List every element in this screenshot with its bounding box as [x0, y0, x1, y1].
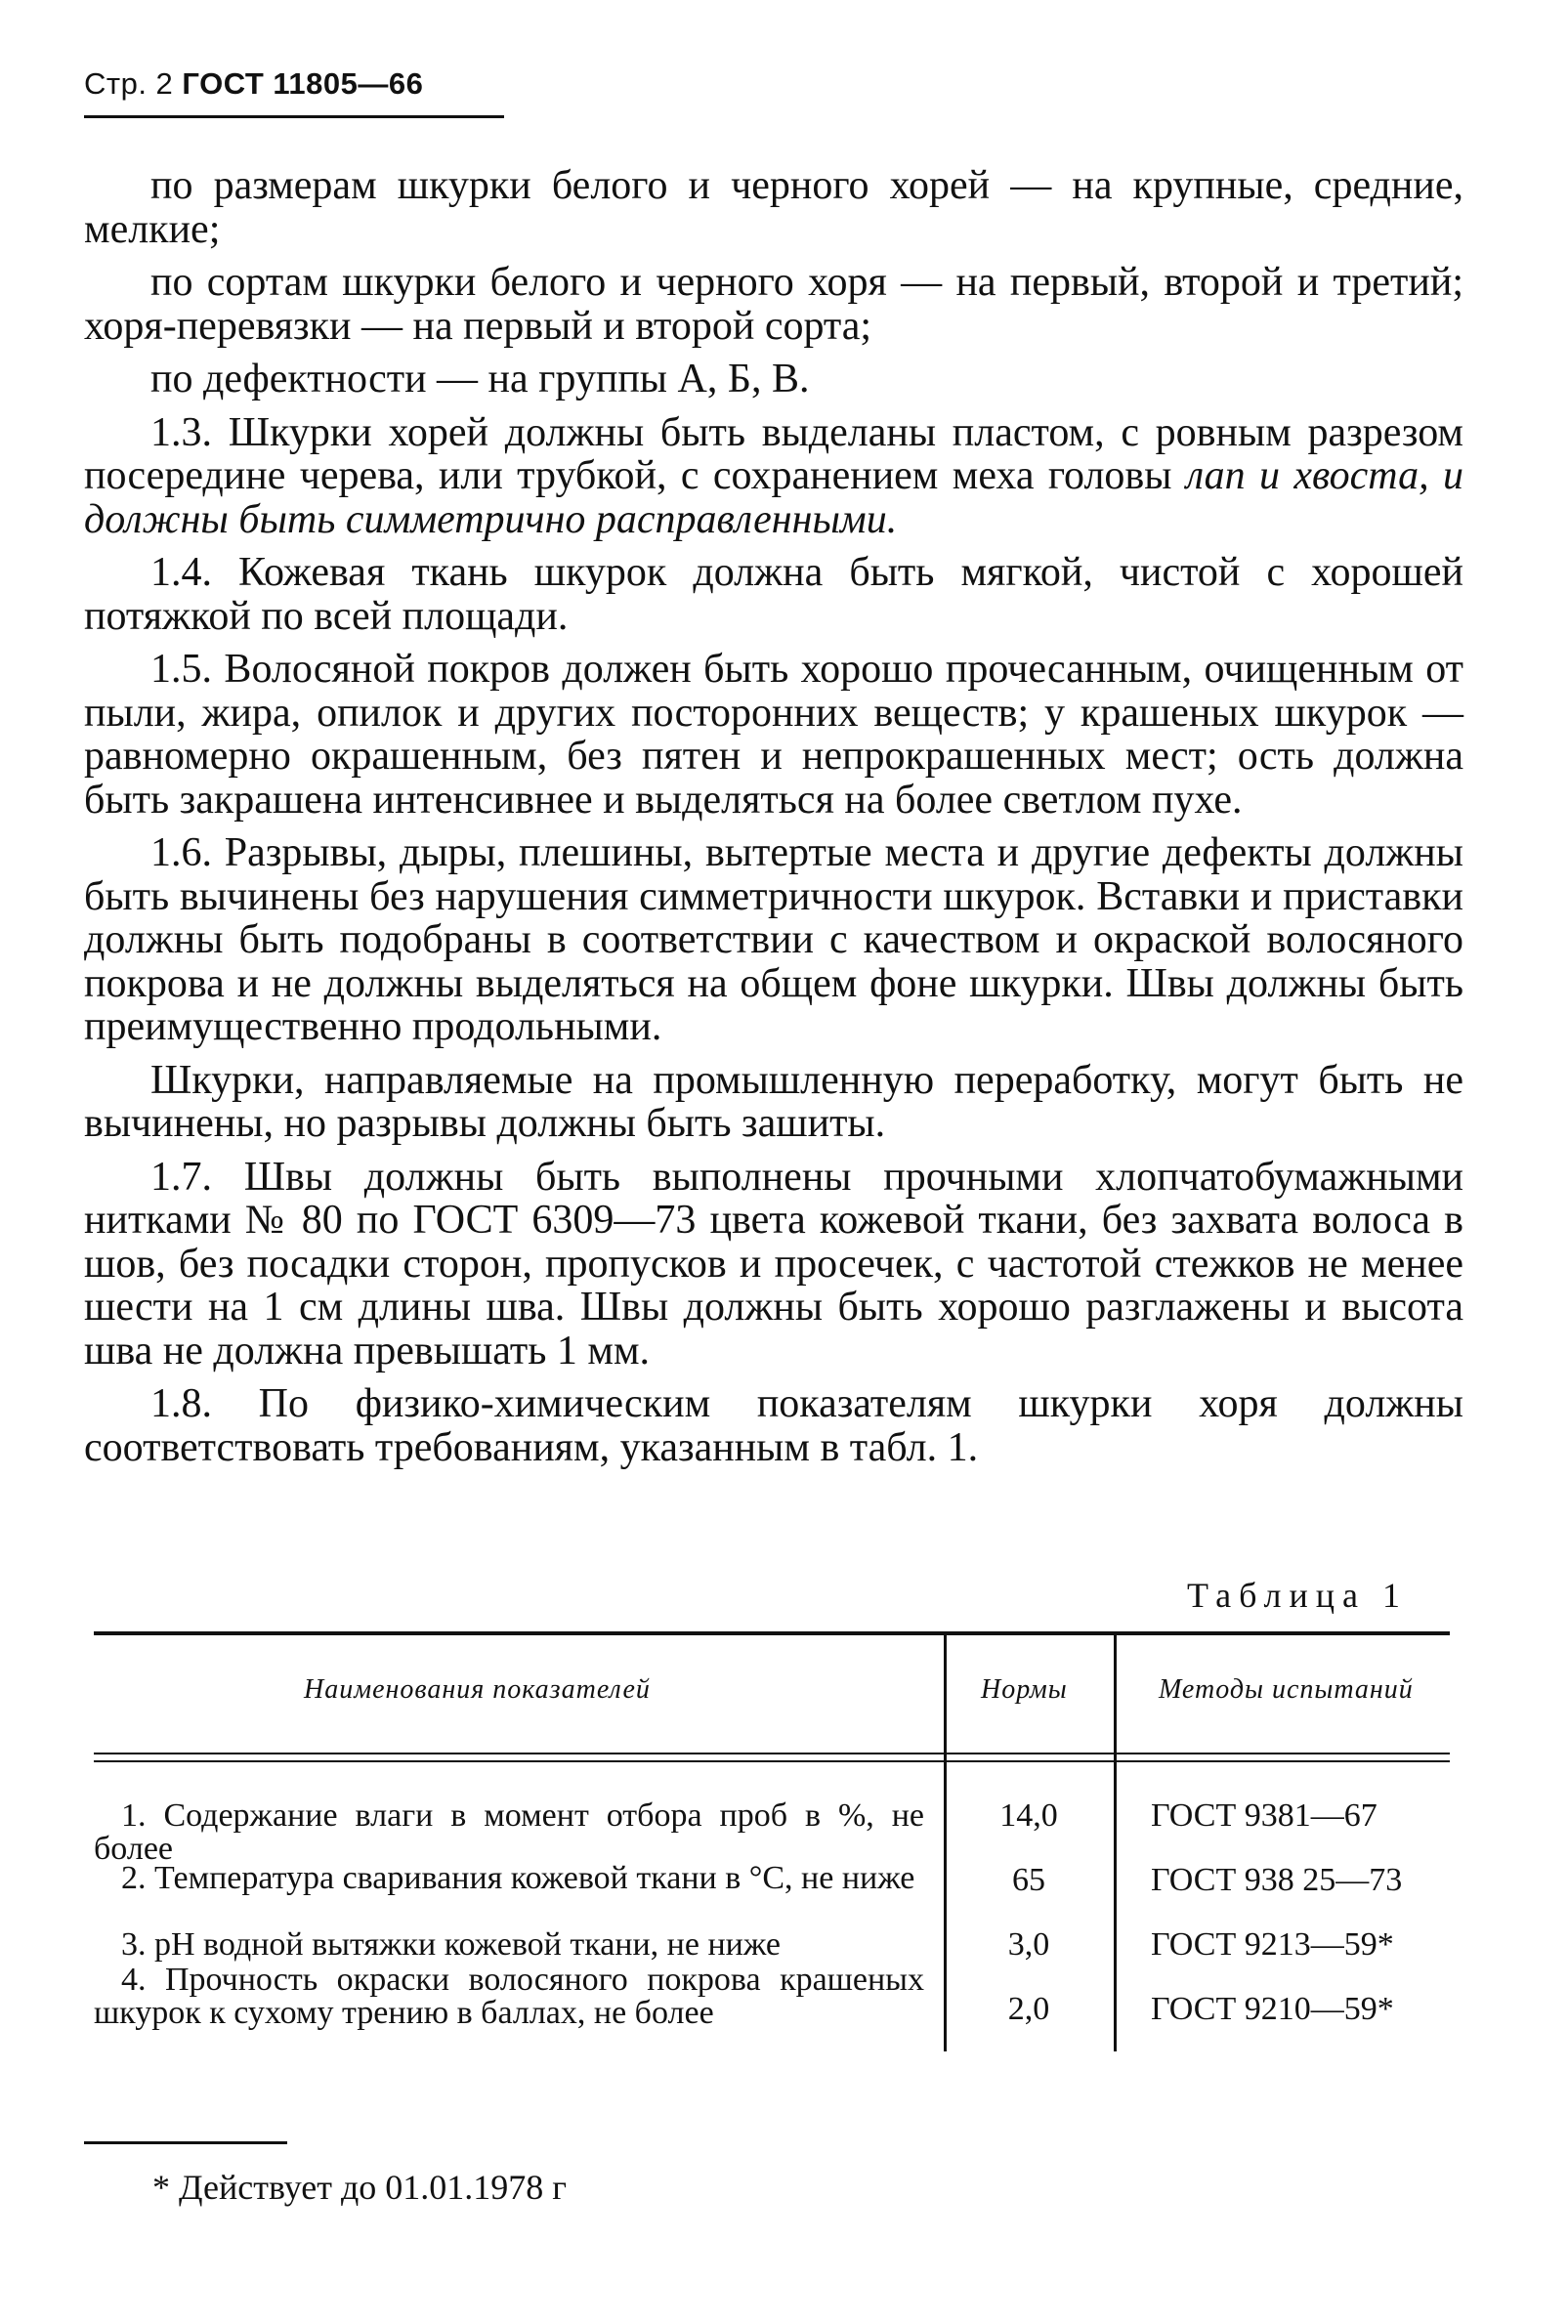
page-header [84, 66, 423, 102]
paragraph-1-7: 1.7. Швы должны быть выполнены прочными хлопчатобумажными нитками № 80 по ГОСТ 6309—73 цвета кожевой ткани, без захвата волоса в шов, без посадки сторон, пропусков и просечек, с частотой стежков не менее шести на 1 см длины шва. Швы должны быть хорошо разглажены и высота шва не должна превышать 1 мм. [84, 1154, 1463, 1373]
paragraph-1-4: 1.4. Кожевая ткань шкурок должна быть мягкой, чистой с хорошей потяжкой по всей площади. [84, 550, 1463, 639]
paragraph-1-5: 1.5. Волосяной покров должен быть хорошо прочесанным, очищенным от пыли, жира, опилок и других посторонних веществ; у крашеных шкурок — равномерно окрашенным, без пятен и непрокрашенных мест; ость должна быть закрашена интенсивнее и выделяться на более светлом пухе. [84, 647, 1463, 823]
paragraph-1-3-text: 1.3. Шкурки хорей должны быть выделаны пластом, с ровным разрезом посередине черева, или трубкой, с сохранением меха головы [84, 409, 1463, 498]
header-underline [84, 115, 504, 118]
row-2-name: 2. Температура сваривания кожевой ткани в °С, не ниже [121, 1860, 915, 1896]
paragraph-defects: по дефектности — на группы А, Б, В. [150, 357, 810, 401]
footnote: * Действует до 01.01.1978 г [152, 2168, 568, 2207]
paragraph-sizes: по размерам шкурки белого и черного хорей — на крупные, средние, мелкие; [84, 163, 1463, 252]
paragraph-1-6: 1.6. Разрывы, дыры, плешины, вытертые места и другие дефекты должны быть вычинены без нарушения симметричности шкурок. Вставки и приставки должны быть подобраны в соответствии с качеством и окраской волосяного покрова и не должны выделяться на общем фоне шкурки. Швы должны быть преимущественно продольными. [84, 830, 1463, 1049]
standard-number: ГОСТ 11805—66 [182, 66, 424, 101]
row-1-norm: 14,0 [999, 1797, 1058, 1834]
page-number-label: Стр. 2 [84, 66, 174, 101]
table-top-rule [94, 1631, 1450, 1635]
paragraph-grades: по сортам шкурки белого и черного хоря — на первый, второй и третий; хоря-перевязки — на первый и второй сорта; [84, 260, 1463, 349]
row-1-name: 1. Содержание влаги в момент отбора проб в %, не более [94, 1797, 924, 1867]
paragraph-1-8: 1.8. По физико-химическим показателям шкурки хоря должны соответствовать требованиям, указанным в табл. 1. [84, 1381, 1463, 1470]
table-divider-1 [944, 1631, 947, 2051]
row-4-norm: 2,0 [1007, 1991, 1050, 2027]
table-caption: Таблица 1 [1187, 1576, 1408, 1615]
row-2-method: ГОСТ 938 25—73 [1151, 1862, 1403, 1898]
footnote-rule [84, 2141, 287, 2144]
table-divider-2 [1114, 1631, 1117, 2051]
row-4-method: ГОСТ 9210—59* [1151, 1991, 1394, 2027]
row-3-name: 3. рН водной вытяжки кожевой ткани, не ниже [121, 1926, 781, 1963]
paragraph-industrial: Шкурки, направляемые на промышленную переработку, могут быть не вычинены, но разрывы должны быть зашиты. [84, 1057, 1463, 1146]
row-1-method: ГОСТ 9381—67 [1151, 1797, 1377, 1834]
table-header-rule-double [94, 1760, 1450, 1762]
row-4-name: 4. Прочность окраски волосяного покрова крашеных шкурок к сухому трению в баллах, не более [94, 1962, 924, 2031]
row-3-norm: 3,0 [1007, 1926, 1050, 1963]
header-norm: Нормы [981, 1674, 1068, 1705]
paragraph-1-3-italic: лап и хвоста, и должны быть симметрично расправленными. [84, 453, 1463, 542]
header-test-method: Методы испытаний [1159, 1674, 1414, 1705]
header-indicator-name: Наименования показателей [304, 1674, 651, 1705]
row-2-norm: 65 [1012, 1862, 1045, 1898]
table-header-rule [94, 1753, 1450, 1754]
row-3-method: ГОСТ 9213—59* [1151, 1926, 1394, 1963]
paragraph-1-3 [84, 411, 1463, 542]
document-body [84, 164, 1463, 1479]
